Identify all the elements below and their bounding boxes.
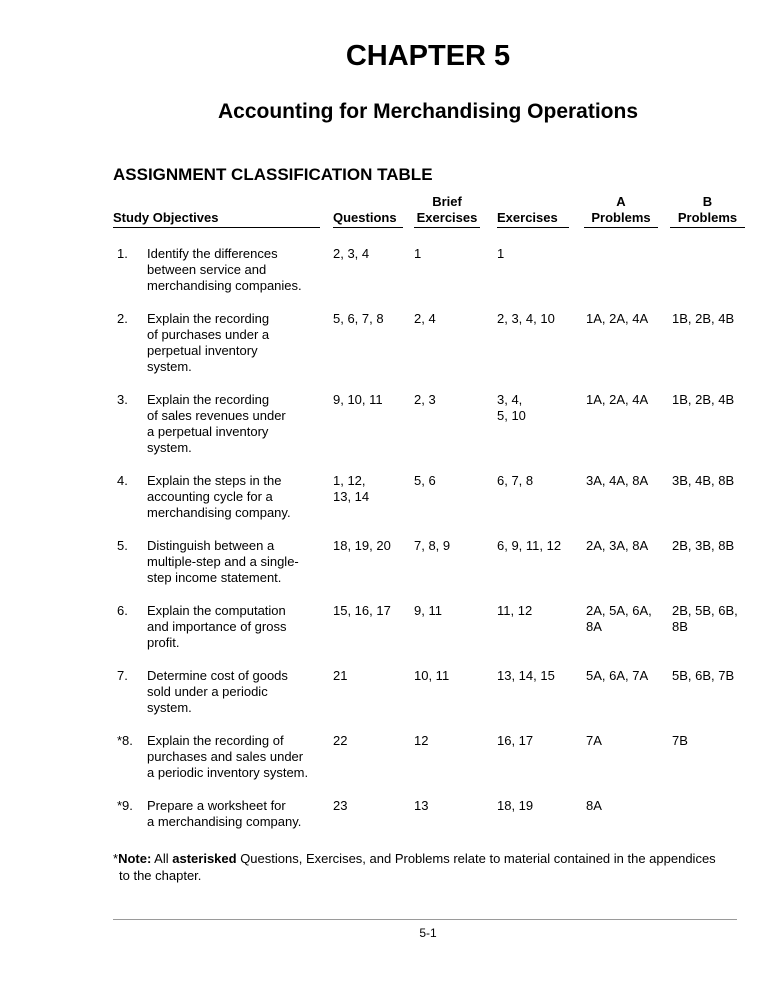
row-objective-line: system. (147, 440, 192, 455)
row-objective-line: sold under a periodic (147, 684, 268, 699)
row-a-problems-line (586, 246, 666, 262)
row-objective-line: perpetual inventory (147, 343, 258, 358)
row-exercises-line: 6, 7, 8 (497, 473, 534, 488)
row-objective-line: Explain the computation (147, 603, 286, 618)
row-questions (333, 246, 405, 262)
row-brief-exercises (414, 603, 486, 619)
section-heading: ASSIGNMENT CLASSIFICATION TABLE (113, 165, 433, 184)
row-objective (147, 392, 327, 456)
row-b-problems-line: 5B, 6B, 7B (672, 668, 735, 683)
row-brief-exercises-line: 2, 4 (414, 311, 436, 326)
row-exercises-line: 18, 19 (497, 798, 534, 813)
row-questions-line: 23 (333, 798, 348, 813)
row-objective-line: a periodic inventory system. (147, 765, 309, 780)
row-b-problems (672, 733, 752, 749)
row-objective-line: Determine cost of goods (147, 668, 288, 683)
row-brief-exercises (414, 668, 486, 684)
row-brief-exercises-line: 1 (414, 246, 422, 261)
row-number-line: 7. (117, 668, 128, 683)
row-b-problems-line: 2B, 5B, 6B, (672, 603, 738, 618)
row-number-line: 4. (117, 473, 128, 488)
row-number (117, 311, 141, 327)
row-number-line: *8. (117, 733, 133, 748)
header-b-line1: B (702, 194, 713, 209)
row-a-problems (586, 538, 666, 554)
row-b-problems (672, 311, 752, 327)
row-number (117, 798, 141, 814)
row-objective-line: of sales revenues under (147, 408, 286, 423)
row-objective (147, 603, 327, 651)
row-brief-exercises (414, 798, 486, 814)
row-objective-line: purchases and sales under (147, 749, 304, 764)
row-number-line: 3. (117, 392, 128, 407)
row-exercises (497, 311, 581, 327)
header-questions: Questions (333, 210, 403, 228)
row-b-problems-line: 3B, 4B, 8B (672, 473, 735, 488)
row-b-problems-line (672, 798, 752, 814)
row-objective (147, 668, 327, 716)
row-exercises (497, 733, 581, 749)
row-number (117, 473, 141, 489)
row-brief-exercises (414, 392, 486, 408)
row-brief-exercises-line: 13 (414, 798, 429, 813)
row-b-problems (672, 603, 752, 635)
row-brief-exercises-line: 2, 3 (414, 392, 436, 407)
row-questions (333, 668, 405, 684)
row-questions-line: 15, 16, 17 (333, 603, 391, 618)
chapter-subtitle: Accounting for Merchandising Operations (217, 100, 639, 123)
row-b-problems-line: 8B (672, 619, 688, 634)
row-objective (147, 733, 327, 781)
row-objective-line: a merchandising company. (147, 814, 302, 829)
row-brief-exercises (414, 473, 486, 489)
row-a-problems-line: 3A, 4A, 8A (586, 473, 649, 488)
row-b-problems (672, 473, 752, 489)
row-objective-line: Explain the recording of (147, 733, 284, 748)
row-b-problems-line: 2B, 3B, 8B (672, 538, 735, 553)
row-exercises-line: 5, 10 (497, 408, 526, 423)
row-b-problems-line: 1B, 2B, 4B (672, 311, 735, 326)
row-objective-line: Explain the steps in the (147, 473, 282, 488)
row-b-problems-line (672, 246, 752, 262)
row-a-problems (586, 246, 666, 262)
footnote (113, 850, 753, 884)
row-questions-line: 2, 3, 4 (333, 246, 370, 261)
page-number: 5-1 (419, 926, 437, 940)
row-objective-line: merchandising companies. (147, 278, 302, 293)
row-brief-exercises (414, 311, 486, 327)
row-number (117, 246, 141, 262)
row-questions (333, 798, 405, 814)
row-objective-line: Prepare a worksheet for (147, 798, 286, 813)
row-exercises-line: 3, 4, (497, 392, 523, 407)
row-objective (147, 798, 327, 830)
row-b-problems-line: 7B (672, 733, 688, 748)
header-brief-line1: Brief (432, 194, 462, 209)
row-objective-line: step income statement. (147, 570, 282, 585)
row-questions (333, 538, 405, 554)
row-a-problems-line: 8A (586, 619, 602, 634)
row-a-problems-line: 8A (586, 798, 602, 813)
row-questions-line: 18, 19, 20 (333, 538, 391, 553)
row-exercises-line: 13, 14, 15 (497, 668, 555, 683)
row-number-line: 6. (117, 603, 128, 618)
row-exercises (497, 538, 581, 554)
row-a-problems (586, 798, 666, 814)
row-number (117, 538, 141, 554)
footnote-text-after: Questions, Exercises, and Problems relate to material contained in the appendices (236, 851, 716, 866)
row-questions-line: 21 (333, 668, 348, 683)
row-questions-line: 5, 6, 7, 8 (333, 311, 384, 326)
row-objective-line: of purchases under a (147, 327, 270, 342)
row-objective-line: merchandising company. (147, 505, 291, 520)
row-number (117, 392, 141, 408)
row-a-problems-line: 2A, 5A, 6A, (586, 603, 652, 618)
row-exercises (497, 668, 581, 684)
row-exercises-line: 2, 3, 4, 10 (497, 311, 555, 326)
row-objective (147, 538, 327, 586)
row-number (117, 603, 141, 619)
row-objective (147, 311, 327, 375)
row-objective-line: multiple-step and a single- (147, 554, 299, 569)
row-exercises (497, 246, 581, 262)
row-exercises-line: 1 (497, 246, 505, 261)
footnote-emphasis: asterisked (172, 851, 237, 866)
chapter-title: CHAPTER 5 (345, 40, 511, 72)
footnote-asterisk: * (113, 851, 119, 866)
row-number (117, 733, 141, 749)
row-a-problems-line: 7A (586, 733, 602, 748)
row-number-line: 1. (117, 246, 128, 261)
row-brief-exercises (414, 733, 486, 749)
header-study-objectives: Study Objectives (113, 210, 320, 228)
row-objective-line: Explain the recording (147, 392, 270, 407)
row-questions (333, 392, 405, 408)
row-a-problems-line: 2A, 3A, 8A (586, 538, 649, 553)
footnote-line2: to the chapter. (119, 868, 202, 883)
row-objective-line: Explain the recording (147, 311, 270, 326)
row-questions (333, 603, 405, 619)
row-a-problems (586, 733, 666, 749)
row-b-problems (672, 798, 752, 814)
row-brief-exercises-line: 7, 8, 9 (414, 538, 451, 553)
header-b-line2: Problems (670, 210, 745, 228)
row-objective-line: Distinguish between a (147, 538, 275, 553)
row-brief-exercises-line: 9, 11 (414, 603, 442, 618)
row-number-line: *9. (117, 798, 133, 813)
row-exercises (497, 798, 581, 814)
row-exercises (497, 603, 581, 619)
row-exercises-line: 16, 17 (497, 733, 534, 748)
row-brief-exercises (414, 246, 486, 262)
row-objective-line: Identify the differences (147, 246, 278, 261)
row-questions-line: 13, 14 (333, 489, 370, 504)
row-b-problems (672, 668, 752, 684)
row-objective-line: system. (147, 359, 192, 374)
header-a-line1: A (616, 194, 626, 209)
row-questions-line: 22 (333, 733, 348, 748)
row-b-problems (672, 538, 752, 554)
row-objective-line: profit. (147, 635, 180, 650)
row-objective-line: a perpetual inventory (147, 424, 269, 439)
footnote-line1 (113, 850, 753, 867)
row-questions (333, 733, 405, 749)
row-a-problems (586, 473, 666, 489)
row-exercises-line: 11, 12 (497, 603, 533, 618)
row-objective (147, 473, 327, 521)
row-number (117, 668, 141, 684)
row-a-problems (586, 311, 666, 327)
row-brief-exercises-line: 12 (414, 733, 429, 748)
row-brief-exercises-line: 10, 11 (414, 668, 450, 683)
footnote-text-before: All (151, 851, 173, 866)
row-a-problems (586, 668, 666, 684)
row-objective (147, 246, 327, 294)
footnote-note-label: Note: (118, 851, 152, 866)
row-number-line: 5. (117, 538, 128, 553)
row-exercises (497, 392, 581, 424)
row-brief-exercises (414, 538, 486, 554)
row-objective-line: between service and (147, 262, 267, 277)
row-exercises (497, 473, 581, 489)
row-questions-line: 9, 10, 11 (333, 392, 383, 407)
row-a-problems (586, 392, 666, 408)
row-objective-line: accounting cycle for a (147, 489, 273, 504)
row-b-problems (672, 246, 752, 262)
header-exercises: Exercises (497, 210, 569, 228)
row-objective-line: system. (147, 700, 192, 715)
row-b-problems (672, 392, 752, 408)
row-questions (333, 473, 405, 505)
row-a-problems-line: 1A, 2A, 4A (586, 311, 649, 326)
row-questions-line: 1, 12, (333, 473, 366, 488)
row-b-problems-line: 1B, 2B, 4B (672, 392, 735, 407)
header-brief-line2: Exercises (414, 210, 480, 228)
row-objective-line: and importance of gross (147, 619, 287, 634)
header-a-line2: Problems (584, 210, 658, 228)
row-a-problems-line: 1A, 2A, 4A (586, 392, 649, 407)
row-brief-exercises-line: 5, 6 (414, 473, 436, 488)
footer-rule (113, 919, 737, 920)
row-exercises-line: 6, 9, 11, 12 (497, 538, 562, 553)
row-a-problems (586, 603, 666, 635)
row-number-line: 2. (117, 311, 128, 326)
row-a-problems-line: 5A, 6A, 7A (586, 668, 649, 683)
row-questions (333, 311, 405, 327)
